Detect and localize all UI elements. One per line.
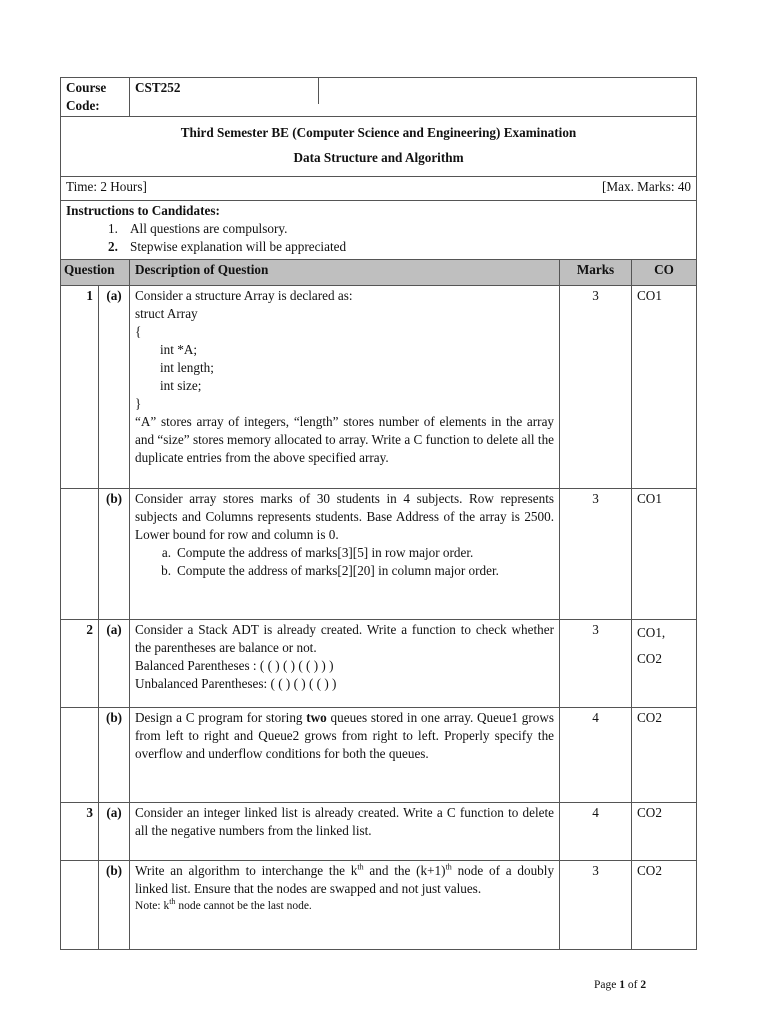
question-part: (a) — [99, 286, 130, 489]
question-co: CO2 — [632, 803, 697, 861]
sub-item: b. Compute the address of marks[2][20] in column major order. — [161, 563, 499, 578]
question-part: (b) — [99, 708, 130, 803]
question-marks: 3 — [560, 489, 632, 620]
col-co: CO — [632, 260, 697, 286]
question-row-3b — [61, 861, 697, 950]
question-description: Design a C program for storing two queues stored in one array. Queue1 grows from left to right and Queue2 grows from right to left. Properly specify the overflow and underflow conditions for both the queues. — [130, 708, 560, 803]
exam-paper — [60, 77, 696, 950]
page-footer: Page 1 of 2 — [594, 979, 647, 991]
question-marks: 3 — [560, 620, 632, 708]
question-description: Consider a Stack ADT is already created. Write a function to check whether the parentheses are balance or not. Balanced Parentheses : ( ( ) ( ) ( ( ) ) ) Unbalanced Parentheses: ( ( ) ( ) ( ( ) ) — [130, 620, 560, 708]
title-row — [61, 117, 697, 177]
question-row-2b — [61, 708, 697, 803]
question-description: Consider an integer linked list is already created. Write a C function to delete all the negative numbers from the linked list. — [130, 803, 560, 861]
course-code: CST252 — [130, 78, 319, 104]
course-code-label: Course Code: — [61, 78, 130, 117]
question-part: (b) — [99, 861, 130, 950]
question-row-3a — [61, 803, 697, 861]
question-row-1b — [61, 489, 697, 620]
exam-title: Third Semester BE (Computer Science and Engineering) Examination — [180, 125, 577, 140]
question-row-1a — [61, 286, 697, 489]
question-row-2a — [61, 620, 697, 708]
time-row — [61, 177, 697, 201]
question-marks: 3 — [560, 861, 632, 950]
instructions-row — [61, 201, 697, 260]
col-marks: Marks — [560, 260, 632, 286]
question-marks: 3 — [560, 286, 632, 489]
column-header-row — [61, 260, 697, 286]
question-description: Consider array stores marks of 30 students in 4 subjects. Row represents subjects and Columns represents students. Base Address of the array is 2500. Lower bound for row and column is 0. a. Compute the address of marks[3][5] in row major order. b. Compute the address of marks[2][20] in column major order. — [130, 489, 560, 620]
question-co: CO1 — [632, 489, 697, 620]
question-part: (b) — [99, 489, 130, 620]
question-co: CO1 — [632, 286, 697, 489]
question-part: (a) — [99, 620, 130, 708]
exam-table — [60, 77, 697, 950]
col-description: Description of Question — [130, 260, 560, 286]
time-limit: Time: 2 Hours] — [66, 179, 147, 194]
question-number: 1 — [61, 286, 99, 489]
instructions-heading: Instructions to Candidates: — [66, 203, 220, 218]
question-number: 2 — [61, 620, 99, 708]
instruction-item: 2. Stepwise explanation will be appreciated — [108, 239, 347, 254]
col-question: Question — [61, 260, 130, 286]
question-part: (a) — [99, 803, 130, 861]
sub-item: a. Compute the address of marks[3][5] in row major order. — [161, 545, 474, 560]
question-co: CO2 — [632, 861, 697, 950]
question-marks: 4 — [560, 803, 632, 861]
subject-title: Data Structure and Algorithm — [293, 150, 464, 165]
instruction-item: 1. All questions are compulsory. — [108, 221, 288, 236]
question-description: Write an algorithm to interchange the $k^{th}$ and the $(k+1)^{th}$ node of a doubly linked list. Ensure that the nodes are swapped and not just values. Note: $k^{th}$ node cannot be the last node. — [130, 861, 560, 950]
question-marks: 4 — [560, 708, 632, 803]
course-code-row — [61, 78, 697, 117]
question-number: 3 — [61, 803, 99, 861]
question-co: CO2 — [632, 708, 697, 803]
question-description: Consider a structure Array is declared as: struct Array { int *A; int length; int size; } “A” stores array of integers, “length” stores number of elements in the array and “size” stores memory allocated to array. Write a C function to delete all the duplicate entries from the above specified array. — [130, 286, 560, 489]
question-co: CO1, CO2 — [632, 620, 697, 708]
max-marks: [Max. Marks: 40 — [602, 179, 692, 194]
